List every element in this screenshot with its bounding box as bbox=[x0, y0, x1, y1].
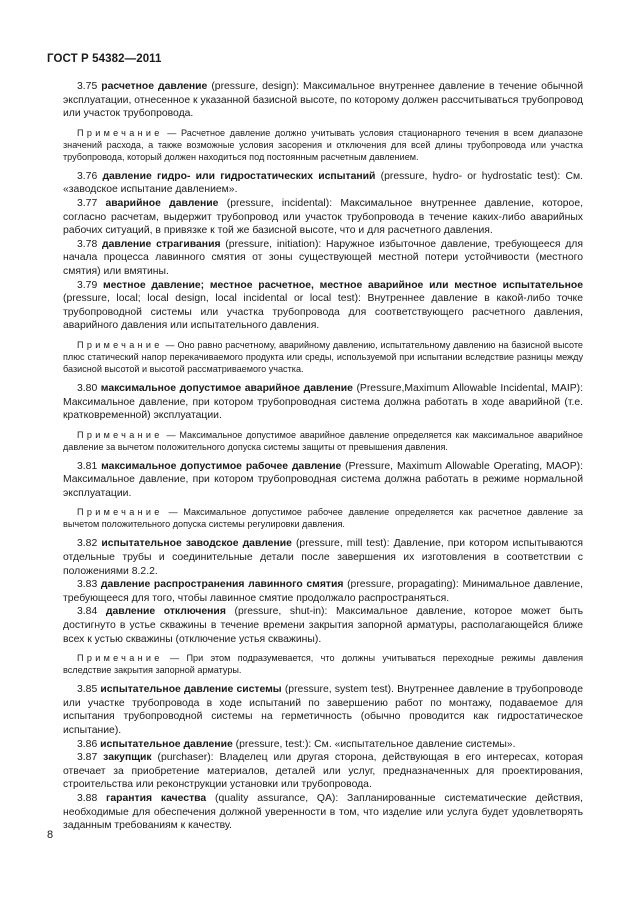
clause-number: 3.75 bbox=[77, 81, 98, 92]
definition-text: (pressure, mill test): Давление, при котором испытываются отдельные трубы и соединительные детали после завершения их изготовления в соответствии с положениями 8.2.2. bbox=[63, 538, 584, 577]
definition-text: (Pressure,Maximum Allowable Incidental, MAIP): Максимальное давление, при котором трубопроводная система должна работать в ходе аварийной (т.е. кратковременной) эксплуатации. bbox=[63, 382, 584, 422]
definition-text: (pressure, hydro- or hydrostatic test): См. «заводское испытание давлением». bbox=[63, 170, 583, 196]
clause-number: 3.78 bbox=[77, 238, 98, 250]
definition-text: (pressure, propagating): Минимальное давление, требующееся для того, чтобы лавинное смятие продолжало распространяться. bbox=[63, 579, 583, 604]
clause-number: 3.76 bbox=[77, 170, 98, 182]
clause-number: 3.80 bbox=[77, 382, 98, 394]
definition-text: (pressure, local; local design, local incidental or local test): Внутреннее давление в какой-либо точке трубопроводной системы или участка трубопровода для соответствующего расчетного давления, аварийного давления или испытательного давления. bbox=[63, 293, 583, 332]
definition-3-75 bbox=[63, 80, 583, 121]
definition-text: (pressure, system test). Внутреннее давление в трубопроводе или участке трубопровода в ходе испытаний по завершению работ по монтажу, подаваемое для испытания трубопроводной системы на герметичность (обычно проводится как гидростатическое испытание). bbox=[63, 684, 583, 736]
definition-3-83 bbox=[63, 578, 583, 605]
clause-number: 3.85 bbox=[77, 684, 98, 696]
definition-text: (pressure, initiation): Наружное избыточное давление, требующееся для начала процесса лавинного смятия от зоны существующей местной потери устойчивости (местного смятия) или вмятины. bbox=[63, 238, 583, 277]
clause-number: 3.77 bbox=[77, 197, 98, 209]
definition-3-76 bbox=[63, 170, 583, 197]
note-label: Примечание bbox=[77, 127, 163, 138]
note: Примечание — При этом подразумевается, что должны учитываться переходные режимы давления вследствие закрытия запорной арматуры. bbox=[63, 653, 583, 676]
definition-text: (pressure, shut-in): Максимальное давление, которое может быть достигнуто в устье скважины в течение времени закрытия запорной арматуры, располагающейся ближе всех к устью скважины (отключение устья скважины). bbox=[63, 606, 584, 645]
clause-number: 3.84 bbox=[77, 606, 98, 618]
note: Примечание — Расчетное давление должно учитывать условия стационарного течения в всем диапазоне значений расхода, а также возможные условия засорения и отключения для всей длины трубопровода или участка трубопровода, который должен находиться под постоянным расчетным давлением. bbox=[63, 127, 583, 162]
definition-3-81 bbox=[63, 460, 583, 501]
definition-3-78 bbox=[63, 238, 583, 279]
definition-3-86 bbox=[63, 738, 583, 752]
note-text: Максимальное допустимое рабочее давление определяется как расчетное давление за вычетом положительного допуска системы регулировки давления. bbox=[63, 507, 583, 530]
definition-text: (quality assurance, QA): Запланированные систематические действия, необходимые для обеспечения должной уверенности в том, что изделие или услуга будет удовлетворять заданным требованиям к качеству. bbox=[63, 792, 584, 832]
clause-number: 3.83 bbox=[77, 579, 98, 591]
definition-text: (Pressure, Maximum Allowable Operating, MAOP): Максимальное давление, при котором трубопроводная система должна работать в режиме нормальной эксплуатации. bbox=[63, 460, 584, 499]
defined-term: давление гидро- или гидростатических испытаний bbox=[102, 170, 376, 182]
note: Примечание — Максимальное допустимое рабочее давление определяется как расчетное давление за вычетом положительного допуска системы регулировки давления. bbox=[63, 507, 583, 530]
note: Примечание — Максимальное допустимое аварийное давление определяется как максимальное аварийное давление за вычетом положительного допуска системы защиты от превышения давления. bbox=[63, 429, 583, 452]
note-label: Примечание bbox=[77, 507, 163, 518]
definition-3-82 bbox=[63, 537, 583, 578]
defined-term: расчетное давление bbox=[101, 81, 208, 92]
definition-text: (pressure, design): Максимальное внутреннее давление в течение обычной эксплуатации, отнесенное к указанной базисной высоте, по которому должен рассчитываться трубопровод или участок трубопровода. bbox=[63, 81, 584, 120]
clause-number: 3.88 bbox=[77, 792, 98, 804]
definition-text: (purchaser): Владелец или другая сторона, действующая в его интересах, которая отвечает за приобретение материалов, деталей или услуг, предназначенных для проектирования, строительства или реконструкции установки или трубопровода. bbox=[63, 752, 583, 791]
definition-3-79 bbox=[63, 279, 583, 333]
definition-text: (pressure, incidental): Максимальное внутреннее давление, которое, согласно расчетам, выдержит трубопровод или участок трубопровода в течение каких-либо аварийных рабочих ситуаций, в привязке к той же базисной высоте, что и для расчетного давления. bbox=[63, 197, 583, 237]
clause-number: 3.81 bbox=[77, 460, 98, 472]
definition-3-85 bbox=[63, 683, 583, 737]
defined-term: испытательное давление системы bbox=[100, 684, 282, 696]
definition-3-80 bbox=[63, 382, 583, 423]
defined-term: аварийное давление bbox=[105, 197, 219, 209]
standard-header: ГОСТ Р 54382—2011 bbox=[47, 53, 162, 65]
page-number: 8 bbox=[47, 829, 54, 841]
note-text: При этом подразумевается, что должны учитываться переходные режимы давления вследствие закрытия запорной арматуры. bbox=[63, 653, 583, 676]
definition-3-84 bbox=[63, 605, 583, 646]
note-text: Максимальное допустимое аварийное давление определяется как максимальное аварийное давление за вычетом положительного допуска системы защиты от превышения давления. bbox=[63, 429, 583, 452]
clause-number: 3.79 bbox=[77, 279, 98, 291]
defined-term: давление отключения bbox=[105, 606, 226, 618]
clause-number: 3.87 bbox=[77, 752, 98, 764]
definition-3-87 bbox=[63, 751, 583, 792]
note-text: Оно равно расчетному, аварийному давлению, испытательному давлению на базисной высоте плюс статический напор перекачиваемого продукта или среды, используемой при испытании вследствие разницы между базисной высотой и высотой рассматриваемого участка. bbox=[63, 339, 583, 374]
note-text: Расчетное давление должно учитывать условия стационарного течения в всем диапазоне значений расхода, а также возможные условия засорения и отключения для всей длины трубопровода или участка трубопровода, который должен находиться под постоянным расчетным давлением. bbox=[63, 127, 583, 162]
definitions-body bbox=[63, 80, 583, 833]
note-label: Примечание bbox=[77, 429, 163, 440]
defined-term: испытательное заводское давление bbox=[101, 538, 292, 550]
defined-term: давление распространения лавинного смятия bbox=[100, 579, 344, 591]
defined-term: гарантия качества bbox=[106, 792, 207, 804]
note-label: Примечание bbox=[77, 339, 163, 350]
clause-number: 3.86 bbox=[77, 738, 98, 750]
definition-3-77 bbox=[63, 197, 583, 238]
clause-number: 3.82 bbox=[77, 538, 98, 550]
defined-term: максимальное допустимое аварийное давление bbox=[100, 382, 353, 394]
defined-term: испытательное давление bbox=[100, 738, 233, 750]
definition-3-88 bbox=[63, 792, 583, 833]
defined-term: местное давление; местное расчетное, местное аварийное или местное испытательное bbox=[103, 279, 584, 291]
note: Примечание — Оно равно расчетному, аварийному давлению, испытательному давлению на базисной высоте плюс статический напор перекачиваемого продукта или среды, используемой при испытании вследствие разницы между базисной высотой и высотой рассматриваемого участка. bbox=[63, 339, 583, 374]
defined-term: давление страгивания bbox=[102, 238, 221, 250]
note-label: Примечание bbox=[77, 653, 163, 664]
definition-text: (pressure, test:): См. «испытательное давление системы». bbox=[232, 738, 516, 750]
defined-term: закупщик bbox=[103, 752, 152, 764]
defined-term: максимальное допустимое рабочее давление bbox=[101, 460, 342, 472]
